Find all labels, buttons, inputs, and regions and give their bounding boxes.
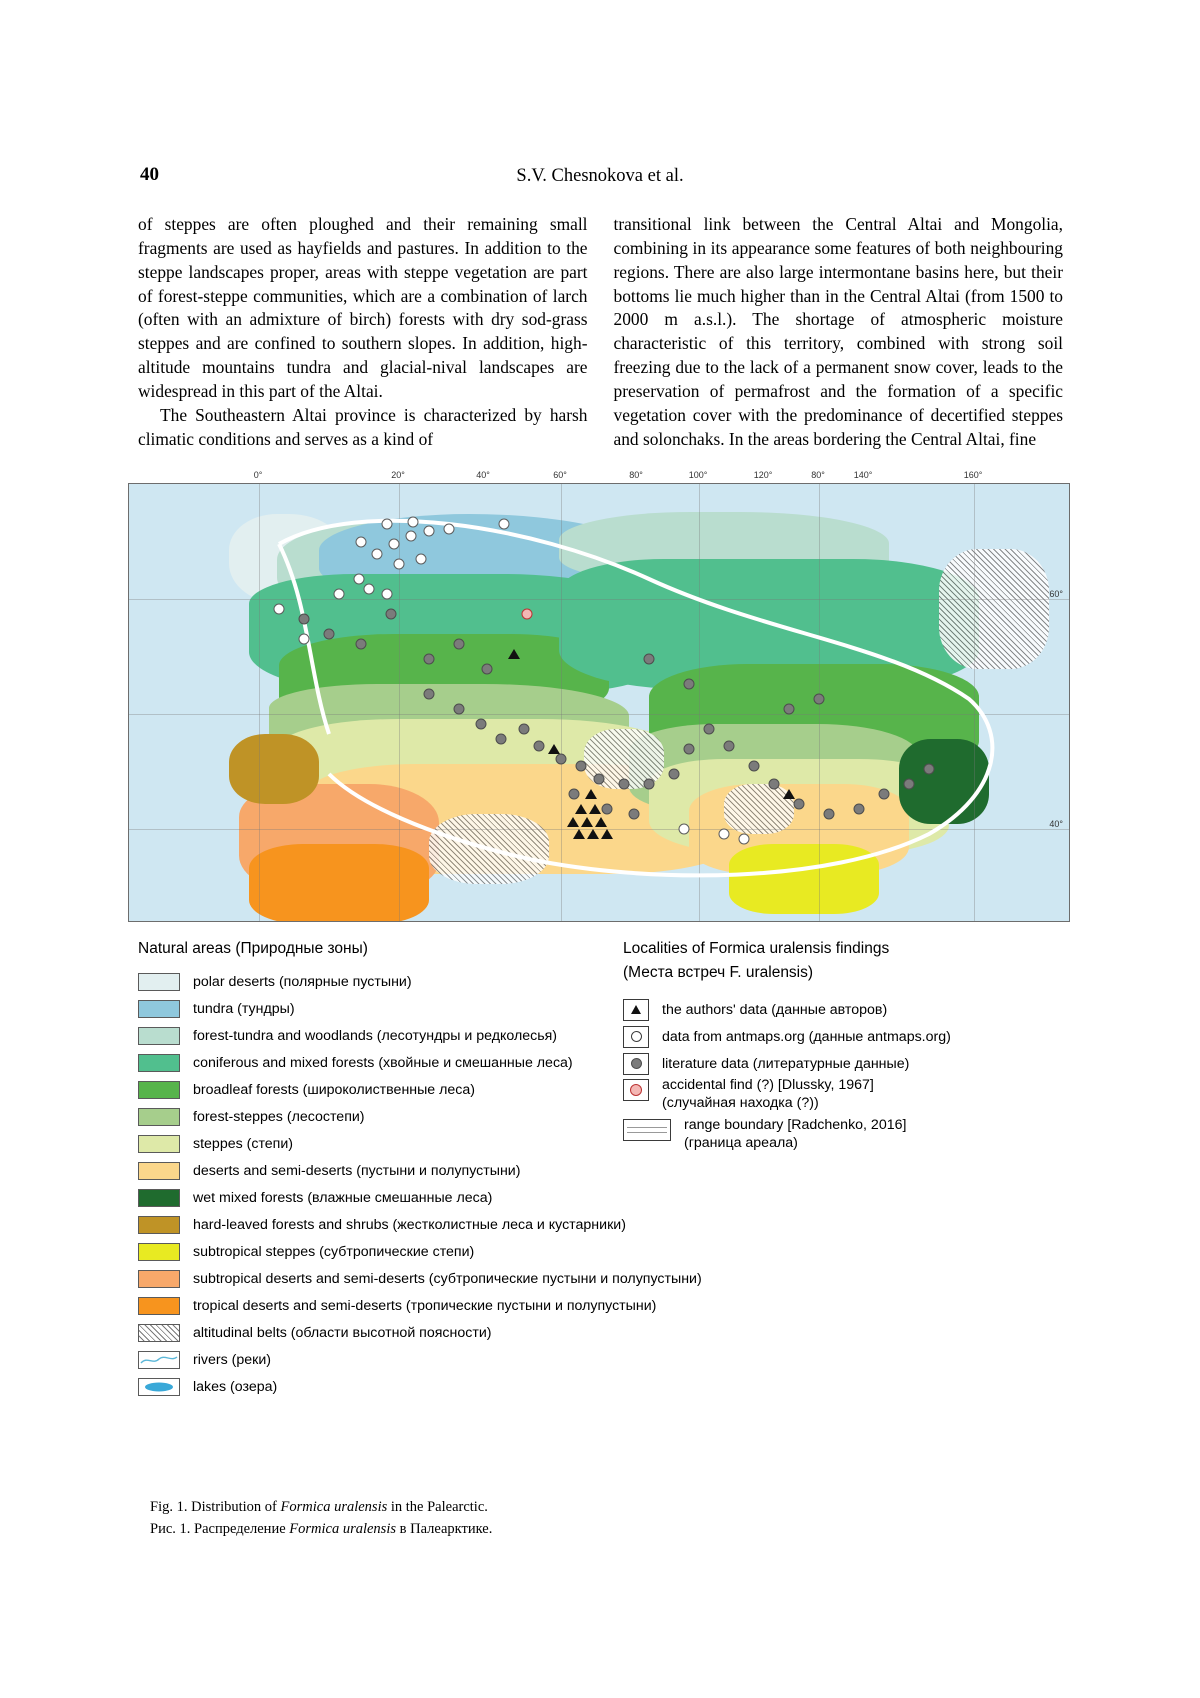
legend-item [138, 1184, 748, 1211]
map-point-literature [534, 741, 545, 752]
lon-label: 20° [391, 470, 405, 480]
map-point-antmaps [382, 589, 393, 600]
legend-label: subtropical deserts and semi-deserts (субтропические пустыни и полупустыни) [193, 1270, 702, 1287]
lon-label: 100° [688, 470, 708, 480]
legend-item-range-boundary [623, 1117, 1068, 1157]
map-point-literature [669, 769, 680, 780]
legend-label: deserts and semi-deserts (пустыни и полупустыни) [193, 1162, 521, 1179]
legend-title-findings-line1 [623, 940, 1068, 958]
map-point-antmaps [372, 549, 383, 560]
caption-species-name: Formica uralensis [280, 1499, 388, 1515]
legend-label: forest-steppes (лесостепи) [193, 1108, 365, 1125]
lat-label: 40° [1049, 819, 1063, 829]
paragraph: of steppes are often ploughed and their remaining small fragments are used as hayfields and pastures. In addition to the steppe landscapes proper, areas with steppe vegetation are part of forest-steppe communities, which are a combination of larch (often with an admixture of birch) forests with dry sod-grass steppes and are confined to southern slopes. In addition, high-altitude mountains tundra and glacial-nival landscapes are widespread in this part of the Altai. [138, 214, 588, 401]
page-number: 40 [140, 164, 159, 185]
legend-item [138, 1373, 748, 1400]
map-canvas [128, 483, 1070, 922]
legend-title-natural-areas: Natural areas (Природные зоны) [138, 940, 368, 957]
lon-label: 40° [476, 470, 490, 480]
legend-label: rivers (реки) [193, 1351, 271, 1368]
map-point-literature [879, 789, 890, 800]
map-point-literature [602, 804, 613, 815]
legend-label: altitudinal belts (области высотной поясности) [193, 1324, 492, 1341]
map-point-antmaps [382, 519, 393, 530]
legend-swatch-rivers [138, 1351, 180, 1369]
map-point-authors [585, 789, 597, 799]
map-point-authors [595, 817, 607, 827]
map-point-literature [454, 704, 465, 715]
legend-item-antmaps-data [623, 1023, 1068, 1050]
caption-text-ru: в Палеарктике. [396, 1521, 493, 1538]
map-point-authors [581, 817, 593, 827]
map-point-literature [299, 614, 310, 625]
caption-line-en [150, 1496, 850, 1518]
map-point-antmaps [389, 539, 400, 550]
legend-swatch [138, 1216, 180, 1234]
paragraph: transitional link between the Central Altai and Mongolia, combining in its appearance some features of both neighbouring regions. There are also large intermontane basins here, but their bottoms lie much higher than in the Central Altai (from 1500 to 2000 m a.s.l.). The shortage of atmospheric moisture characteristic of this territory, combined with strong soil freezing due to the lack of a permanent snow cover, leads to the preservation of permafrost and the formation of a specific vegetation cover with the predominance of decertified steppes and solonchaks. In the areas bordering the Central Altai, fine [613, 214, 1063, 449]
figure-map [128, 470, 1068, 920]
map-point-literature [324, 629, 335, 640]
legend-swatch [138, 1297, 180, 1315]
map-point-literature [644, 654, 655, 665]
map-point-authors [567, 817, 579, 827]
legend-label: accidental find (?) [Dlussky, 1967] [662, 1077, 874, 1093]
legend-label: data from antmaps.org (данные antmaps.org) [662, 1028, 951, 1045]
lon-label: 0° [253, 470, 263, 480]
legend-label: tundra (тундры) [193, 1000, 295, 1017]
map-point-literature [644, 779, 655, 790]
legend-item [138, 1265, 748, 1292]
running-head: S.V. Chesnokova et al. [516, 166, 684, 186]
map-point-literature [619, 779, 630, 790]
map-point-literature [704, 724, 715, 735]
lon-label: 80° [811, 470, 825, 480]
map-point-authors [573, 829, 585, 839]
map-point-antmaps [354, 574, 365, 585]
legend-findings [623, 940, 1068, 1157]
caption-text-ru: Рис. 1. Распределение [150, 1521, 290, 1538]
legend-swatch [138, 1000, 180, 1018]
map-point-antmaps [274, 604, 285, 615]
map-point-literature [854, 804, 865, 815]
map-point-authors [587, 829, 599, 839]
map-point-literature [684, 744, 695, 755]
grey-circle-symbol-icon [623, 1053, 649, 1075]
lon-label: 120° [753, 470, 773, 480]
lat-label: 60° [1049, 589, 1063, 599]
legend-label-secondary: (случайная находка (?)) [662, 1094, 819, 1111]
legend-item [138, 1211, 748, 1238]
map-point-literature [684, 679, 695, 690]
map-point-literature [496, 734, 507, 745]
map-point-authors [508, 649, 520, 659]
map-point-authors [575, 804, 587, 814]
map-point-antmaps [499, 519, 510, 530]
legend-item-authors-data [623, 996, 1068, 1023]
map-point-literature [784, 704, 795, 715]
map-point-antmaps [424, 526, 435, 537]
map-point-antmaps [719, 829, 730, 840]
legend-swatch [138, 1081, 180, 1099]
legend-swatch [138, 1243, 180, 1261]
legend-title-findings-line2 [623, 964, 1068, 982]
caption-text: Fig. 1. Distribution of [150, 1499, 281, 1515]
findings-title-text-ru: (Места встреч F. uralensis) [623, 964, 814, 981]
lon-label: 80° [629, 470, 643, 480]
legend-label: tropical deserts and semi-deserts (тропические пустыни и полупустыни) [193, 1297, 657, 1314]
lon-label: 140° [853, 470, 873, 480]
legend-item [138, 1157, 748, 1184]
map-point-literature [924, 764, 935, 775]
legend-label: lakes (озера) [193, 1378, 278, 1395]
map-point-literature [769, 779, 780, 790]
legend-swatch [138, 1189, 180, 1207]
lon-label: 160° [963, 470, 983, 480]
map-point-antmaps [364, 584, 375, 595]
map-point-literature [576, 761, 587, 772]
map-point-antmaps [406, 531, 417, 542]
legend-swatch [138, 1108, 180, 1126]
map-point-antmaps [444, 524, 455, 535]
legend-label: wet mixed forests (влажные смешанные леса) [193, 1189, 493, 1206]
legend-label: the authors' data (данные авторов) [662, 1001, 888, 1018]
map-point-antmaps [394, 559, 405, 570]
map-point-antmaps [299, 634, 310, 645]
legend-label: polar deserts (полярные пустыни) [193, 973, 412, 990]
legend-item-accidental-find [623, 1077, 1068, 1117]
figure-caption [150, 1496, 850, 1541]
map-point-literature [824, 809, 835, 820]
legend-item-literature-data [623, 1050, 1068, 1077]
map-point-antmaps [739, 834, 750, 845]
map-point-literature [424, 654, 435, 665]
map-point-literature [904, 779, 915, 790]
caption-species-name-ru: Formica uralensis [289, 1521, 396, 1538]
right-column [614, 213, 1064, 451]
legend-label: steppes (степи) [193, 1135, 294, 1152]
map-point-literature [814, 694, 825, 705]
map-point-literature [519, 724, 530, 735]
body-text [138, 213, 1063, 451]
legend-label: broadleaf forests (широколиственные леса) [193, 1081, 476, 1098]
map-point-authors [589, 804, 601, 814]
map-point-literature [749, 761, 760, 772]
paragraph: The Southeastern Altai province is characterized by harsh climatic conditions and serves as a kind of [138, 404, 588, 449]
legend-swatch [138, 1135, 180, 1153]
map-point-literature [794, 799, 805, 810]
open-circle-symbol-icon [623, 1026, 649, 1048]
range-boundary-line [129, 484, 1069, 921]
legend-label: subtropical steppes (субтропические степи) [193, 1243, 475, 1260]
map-point-authors [548, 744, 560, 754]
map-point-literature [482, 664, 493, 675]
legend-swatch-hatch [138, 1324, 180, 1342]
accidental-circle-symbol-icon [623, 1079, 649, 1101]
map-point-antmaps [679, 824, 690, 835]
range-line-symbol-icon [623, 1119, 671, 1141]
lon-label: 60° [553, 470, 567, 480]
map-point-antmaps [356, 537, 367, 548]
map-point-authors [783, 789, 795, 799]
map-point-literature [386, 609, 397, 620]
legend-label-secondary: (граница ареала) [684, 1134, 798, 1151]
legend-label: range boundary [Radchenko, 2016] [684, 1117, 907, 1133]
legend-item [138, 1238, 748, 1265]
legend-swatch [138, 1054, 180, 1072]
map-point-literature [476, 719, 487, 730]
map-point-literature [454, 639, 465, 650]
legend-label: forest-tundra and woodlands (лесотундры и редколесья) [193, 1027, 558, 1044]
legend-label: literature data (литературные данные) [662, 1055, 910, 1072]
legend-swatch [138, 1162, 180, 1180]
map-point-antmaps [408, 517, 419, 528]
caption-line-ru [150, 1518, 850, 1540]
map-point-authors [601, 829, 613, 839]
legend-swatch-lakes [138, 1378, 180, 1396]
findings-title-text: Localities of Formica uralensis findings [623, 940, 890, 957]
map-point-antmaps [334, 589, 345, 600]
legend-item [138, 1319, 748, 1346]
map-point-literature [424, 689, 435, 700]
caption-text: in the Palearctic. [387, 1499, 488, 1515]
longitude-axis [128, 470, 1068, 483]
legend-label: hard-leaved forests and shrubs (жестколистные леса и кустарники) [193, 1216, 626, 1233]
map-point-literature [594, 774, 605, 785]
map-point-literature [356, 639, 367, 650]
map-point-literature [556, 754, 567, 765]
legend-swatch [138, 1027, 180, 1045]
legend-item [138, 1346, 748, 1373]
legend-label: coniferous and mixed forests (хвойные и смешанные леса) [193, 1054, 573, 1071]
legend-item [138, 1292, 748, 1319]
map-point-literature [724, 741, 735, 752]
map-point-literature [629, 809, 640, 820]
map-point-accidental [522, 609, 533, 620]
triangle-symbol-icon [623, 999, 649, 1021]
map-point-antmaps [416, 554, 427, 565]
legend-swatch [138, 1270, 180, 1288]
map-point-literature [569, 789, 580, 800]
left-column [138, 213, 588, 451]
legend-swatch [138, 973, 180, 991]
